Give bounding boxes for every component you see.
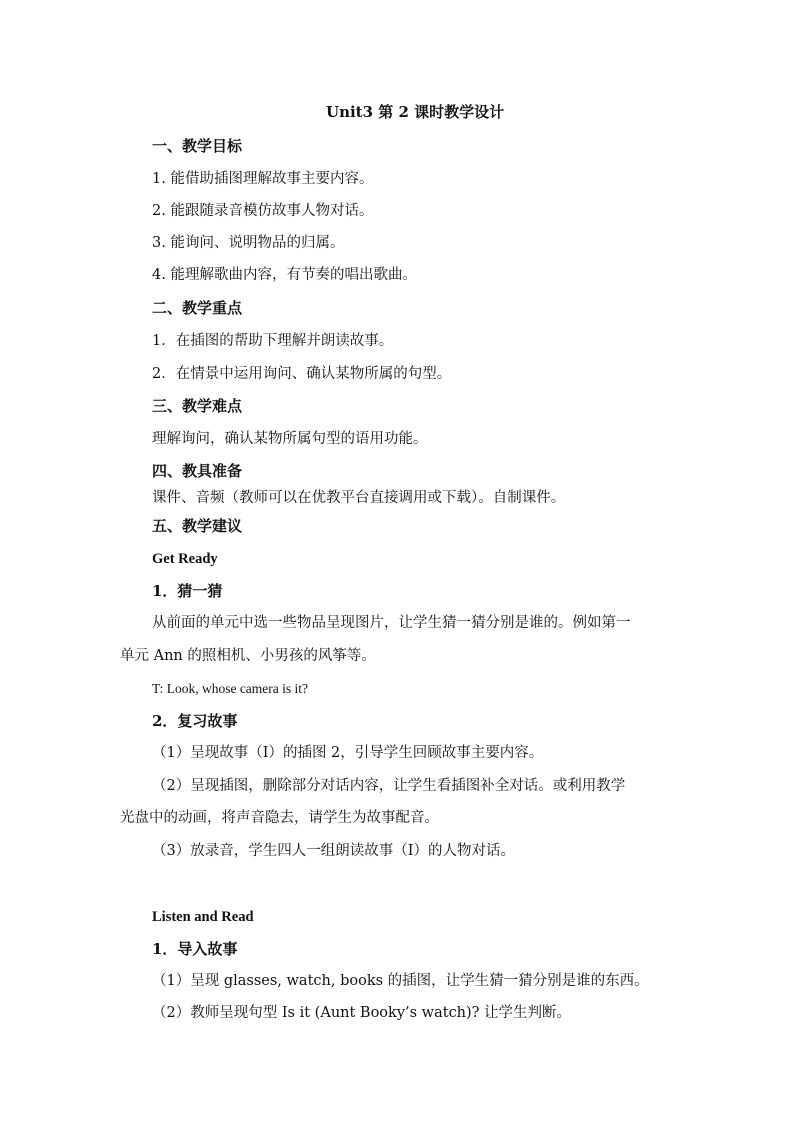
list-item: （1）呈现故事（I）的插图 2，引导学生回顾故事主要内容。 [152,745,544,761]
list-item: （3）放录音，学生四人一组朗读故事（I）的人物对话。 [152,843,515,859]
heading-difficulties: 三、教学难点 [152,397,243,415]
key-point-item: 1．在插图的帮助下理解并朗读故事。 [152,333,394,349]
objective-item: 4. 能理解歌曲内容，有节奏的唱出歌曲。 [152,267,417,283]
subheading-get-ready: Get Ready [152,551,218,567]
list-item: 光盘中的动画，将声音隐去，请学生为故事配音。 [120,810,439,826]
heading-materials: 四、教具准备 [152,462,243,480]
objective-item: 1. 能借助插图理解故事主要内容。 [152,171,374,187]
step-heading: 1．导入故事 [152,940,238,958]
objective-item: 3. 能询问、说明物品的归属。 [152,235,345,251]
example-sentence: T: Look, whose camera is it? [152,681,309,696]
step-heading: 2．复习故事 [152,712,238,730]
paragraph-line: 单元 Ann 的照相机、小男孩的风筝等。 [120,648,376,664]
paragraph-line: 从前面的单元中选一些物品呈现图片，让学生猜一猜分别是谁的。例如第一 [152,615,631,631]
subheading-listen-read: Listen and Read [152,909,254,925]
heading-key-points: 二、教学重点 [152,299,243,317]
list-item: （1）呈现 glasses, watch, books 的插图，让学生猜一猜分别是谁的东西。 [152,973,649,989]
key-point-item: 2．在情景中运用询问、确认某物所属的句型。 [152,366,452,382]
page-title: Unit3 第 2 课时教学设计 [326,103,505,121]
list-item: （2）呈现插图，删除部分对话内容，让学生看插图补全对话。或利用教学 [152,778,626,794]
heading-objectives: 一、教学目标 [152,137,243,155]
step-heading: 1．猜一猜 [152,582,223,600]
objective-item: 2. 能跟随录音模仿故事人物对话。 [152,203,374,219]
materials-text: 课件、音频（教师可以在优教平台直接调用或下载）。自制课件。 [152,490,566,506]
heading-suggestions: 五、教学建议 [152,517,243,535]
list-item: （2）教师呈现句型 Is it (Aunt Booky’s watch)? 让学生判断。 [152,1005,572,1021]
difficulties-text: 理解询问，确认某物所属句型的语用功能。 [152,431,428,447]
